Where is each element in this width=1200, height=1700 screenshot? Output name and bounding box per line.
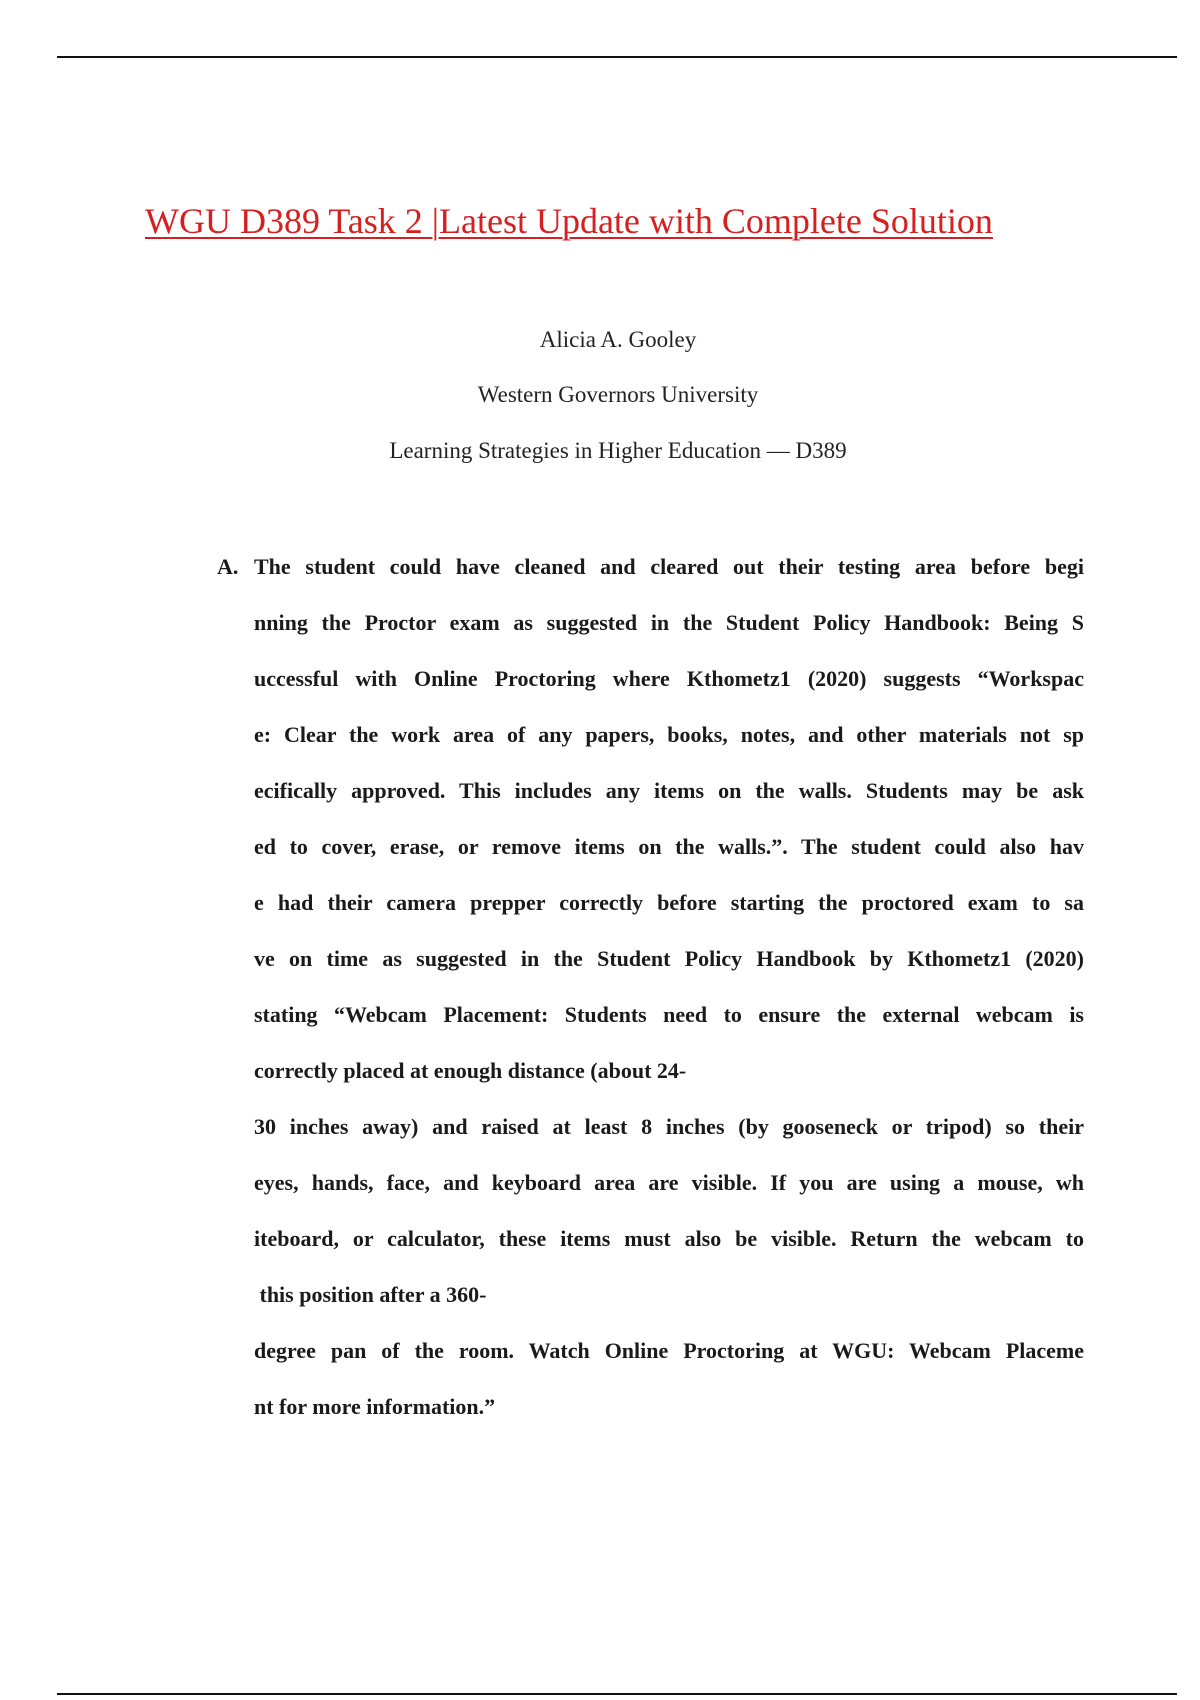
answer-line: uccessful with Online Proctoring where Kthometz1 (2020) suggests “Workspac [254, 666, 1084, 691]
answer-line: nning the Proctor exam as suggested in the Student Policy Handbook: Being S [254, 610, 1084, 635]
answer-line: ed to cover, erase, or remove items on the walls.”. The student could also hav [254, 834, 1084, 859]
answer-line: this position after a 360- [254, 1282, 487, 1307]
answer-paragraph [254, 552, 1084, 1448]
answer-line: ve on time as suggested in the Student Policy Handbook by Kthometz1 (2020) [254, 946, 1084, 971]
author-name: Alicia A. Gooley [539, 327, 697, 352]
top-rule [57, 56, 1177, 58]
answer-line: ecifically approved. This includes any items on the walls. Students may be ask [254, 778, 1084, 803]
answer-line: correctly placed at enough distance (about 24- [254, 1058, 687, 1083]
answer-line: eyes, hands, face, and keyboard area are visible. If you are using a mouse, wh [254, 1170, 1084, 1195]
answer-line: e had their camera prepper correctly before starting the proctored exam to sa [254, 890, 1084, 915]
bottom-rule [57, 1693, 1177, 1695]
document-title: WGU D389 Task 2 |Latest Update with Complete Solution [145, 201, 993, 241]
answer-line: 30 inches away) and raised at least 8 inches (by gooseneck or tripod) so their [254, 1114, 1084, 1139]
answer-line: The student could have cleaned and cleared out their testing area before begi [254, 554, 1084, 579]
answer-line: nt for more information.” [254, 1394, 496, 1419]
answer-label: A. [217, 554, 239, 579]
answer-line: degree pan of the room. Watch Online Proctoring at WGU: Webcam Placeme [254, 1338, 1084, 1363]
institution-name: Western Governors University [477, 382, 759, 407]
course-name: Learning Strategies in Higher Education — D389 [389, 438, 847, 463]
answer-line: e: Clear the work area of any papers, books, notes, and other materials not sp [254, 722, 1084, 747]
answer-line: iteboard, or calculator, these items must also be visible. Return the webcam to [254, 1226, 1084, 1251]
answer-line: stating “Webcam Placement: Students need to ensure the external webcam is [254, 1002, 1084, 1027]
